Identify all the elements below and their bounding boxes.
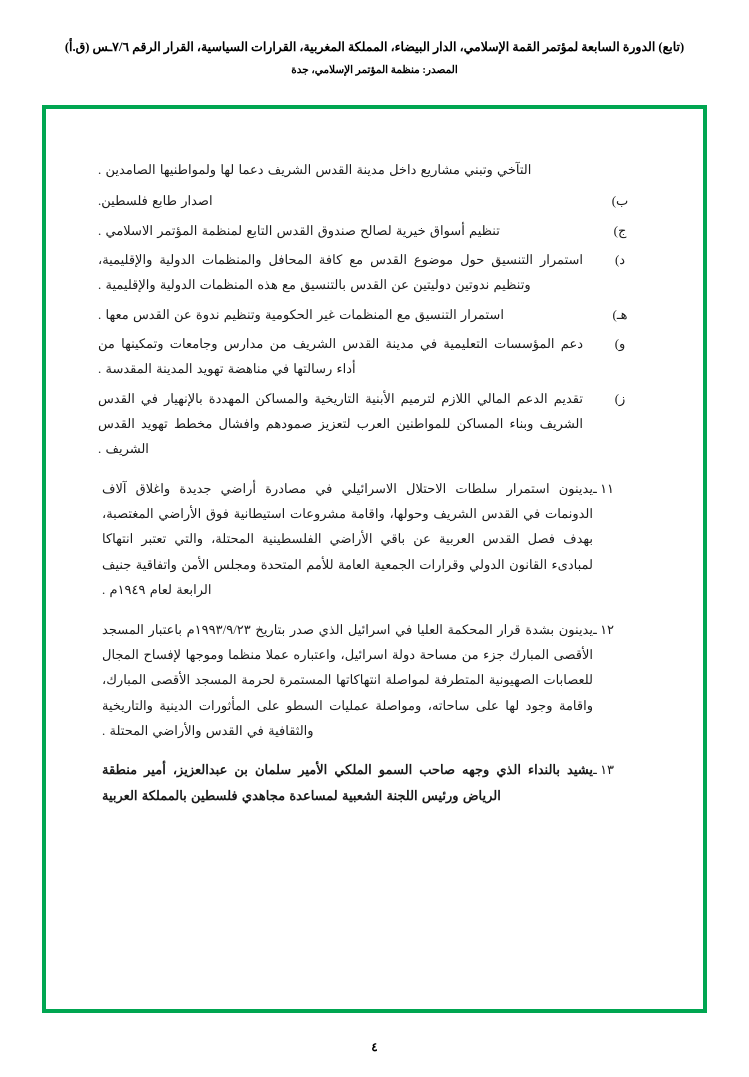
item-text: تنظيم أسواق خيرية لصالح صندوق القدس التابع لمنظمة المؤتمر الاسلامي . <box>98 222 500 238</box>
item-text: يدينون بشدة قرار المحكمة العليا في اسرائيل الذي صدر بتاريخ ١٩٩٣/٩/٢٣م باعتبار المسجد الأقصى المبارك جزء من مساحة دولة اسرائيل، واعتباره عملا منظما وموجها لإفساح المجال للعصابات الصهيونية المتطرفة لمواصلة انتهاكاتها المستمرة لحرمة المسجد الأقصى المبارك، واقامة وجود لها على ساحاته، ومواصلة عمليات السطو على المأثورات الدينية والتاريخية والثقافية في القدس والأراضي المحتلة . <box>102 621 594 738</box>
list-item <box>98 188 651 213</box>
item-text: استمرار التنسيق حول موضوع القدس مع كافة المحافل والمنظمات الدولية والإقليمية، وتنظيم ندوتين دوليتين عن القدس بالتنسيق مع هذه المنظمات الدولية والإقليمية . <box>98 252 583 293</box>
list-item <box>98 386 651 462</box>
list-item <box>98 302 651 327</box>
item-number: ١٣ ـ <box>593 762 615 778</box>
item-label: ب) <box>611 193 629 209</box>
item-text: يشيد بالنداء الذي وجهه صاحب السمو الملكي الأمير سلمان بن عبدالعزيز، أمير منطقة الرياض ورئيس اللجنة الشعبية لمساعدة مجاهدي فلسطين بالمملكة العربية <box>102 762 593 803</box>
item-label: هـ) <box>612 306 628 322</box>
page-number: ٤ <box>371 1040 378 1054</box>
item-number: ١١ ـ <box>593 480 615 496</box>
numbered-item <box>98 617 651 744</box>
item-text: اصدار طابع فلسطين. <box>98 193 213 209</box>
item-number: ١٢ ـ <box>593 621 615 637</box>
continuation-paragraph: التآخي وتبني مشاريع داخل مدينة القدس الشريف دعما لها ولمواطنيها الصامدين . <box>98 162 532 177</box>
item-label: ز) <box>614 390 626 406</box>
list-item <box>98 247 651 298</box>
list-item <box>98 331 651 382</box>
header-source-line: المصدر: منظمة المؤتمر الإسلامي، جدة <box>291 64 458 76</box>
item-label: ج) <box>613 222 627 238</box>
document-content-frame <box>42 105 707 1013</box>
item-text: استمرار التنسيق مع المنظمات غير الحكومية وتنظيم ندوة عن القدس معها . <box>98 306 504 322</box>
numbered-item <box>98 757 651 808</box>
item-text: يدينون استمرار سلطات الاحتلال الاسرائيلي في مصادرة أراضي جديدة واغلاق آلاف الدونمات في القدس الشريف وحولها، واقامة مشروعات استيطانية فوق الأراضي المغتصبة، بهدف فصل القدس العربية عن باقي الأراضي الفلسطينية المحتلة، والتي تعتبر انتهاكا لمبادىء القانون الدولي وقرارات الجمعية العامة للأمم المتحدة ومجلس الأمن واتفاقية جنيف الرابعة لعام ١٩٤٩م . <box>102 480 593 598</box>
item-text: دعم المؤسسات التعليمية في مدينة القدس الشريف من مدارس وجامعات وتمكينها من أداء رسالتها في مناهضة تهويد المدينة المقدسة . <box>98 336 583 377</box>
document-header <box>0 0 749 79</box>
item-text: تقديم الدعم المالي اللازم لترميم الأبنية التاريخية والمساكن المهددة بالإنهيار في القدس الشريف وبناء المساكن للمواطنين العرب لتعزيز صمودهم وافشال مخطط تهويد القدس الشريف . <box>98 390 583 457</box>
header-title-line: (تابع) الدورة السابعة لمؤتمر القمة الإسلامي، الدار البيضاء، المملكة المغربية، القرارات السياسية، القرار الرقم ٧/٦ـس (ق.أ) <box>64 40 685 54</box>
document-body <box>46 109 703 838</box>
item-label: و) <box>614 336 626 352</box>
list-item <box>98 218 651 243</box>
item-label: د) <box>614 252 626 268</box>
numbered-item <box>98 476 651 603</box>
